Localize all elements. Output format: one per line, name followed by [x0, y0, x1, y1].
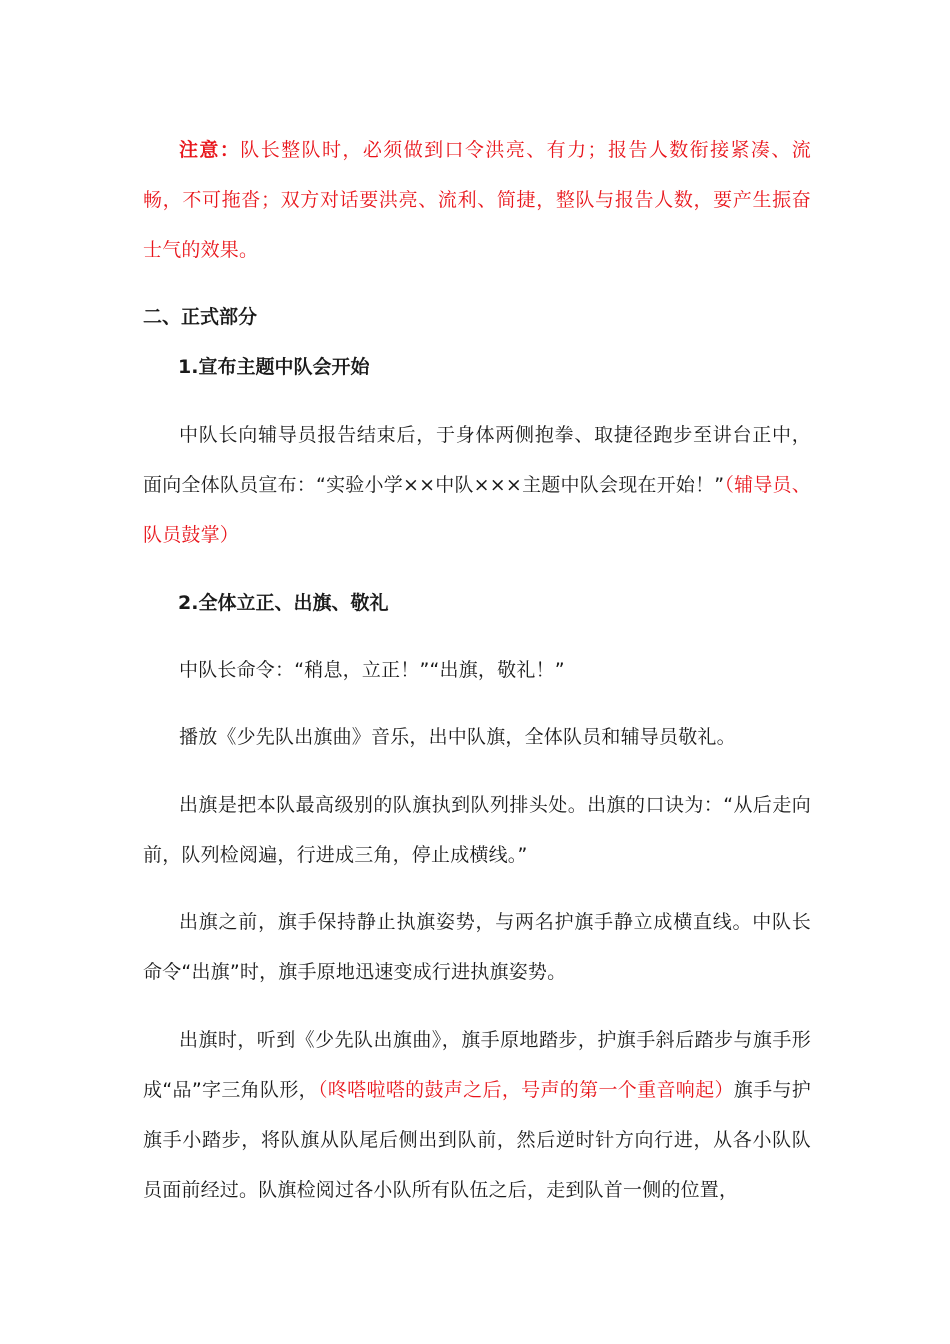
item2-flag-rule-paragraph: 出旗是把本队最高级别的队旗执到队列排头处。出旗的口诀为：“从后走向前，队列检阅遍，行进成三角，停止成横线。” — [143, 794, 811, 866]
notice-text: 队长整队时，必须做到口令洪亮、有力；报告人数衔接紧凑、流畅，不可拖沓；双方对话要洪亮、流利、简捷，整队与报告人数，要产生振奋士气的效果。 — [143, 139, 811, 261]
item1-note: （辅导员、队员鼓掌） — [143, 474, 811, 546]
section-heading: 二、正式部分 — [143, 306, 258, 328]
procession-text-a: 出旗时，听到《少先队出旗曲》，旗手原地踏步，护旗手斜后踏步与旗手形成“品”字三角队形， — [143, 1029, 811, 1101]
item1-text: 中队长向辅导员报告结束后，于身体两侧抱拳、取捷径跑步至讲台正中，面向全体队员宣布：“实验小学××中队×××主题中队会现在开始！” — [143, 424, 811, 496]
notice-paragraph — [143, 125, 811, 275]
item2-command-paragraph: 中队长命令：“稍息，立正！”“出旗，敬礼！” — [179, 659, 565, 681]
item2-flag-procession-paragraph — [143, 1015, 811, 1215]
item2-before-flag-paragraph: 出旗之前，旗手保持静止执旗姿势，与两名护旗手静立成横直线。中队长命令“出旗”时，旗手原地迅速变成行进执旗姿势。 — [143, 911, 811, 983]
item1-heading: 1.宣布主题中队会开始 — [178, 356, 370, 378]
notice-label: 注意： — [179, 139, 241, 161]
procession-text-b: 旗手与护旗手小踏步，将队旗从队尾后侧出到队前，然后逆时针方向行进，从各小队队员面前经过。队旗检阅过各小队所有队伍之后，走到队首一侧的位置， — [143, 1079, 811, 1201]
procession-note: （咚嗒啦嗒的鼓声之后，号声的第一个重音响起） — [318, 1079, 734, 1101]
item2-music-paragraph: 播放《少先队出旗曲》音乐，出中队旗，全体队员和辅导员敬礼。 — [179, 726, 736, 748]
item1-paragraph — [143, 410, 811, 560]
item2-heading: 2.全体立正、出旗、敬礼 — [178, 592, 389, 614]
